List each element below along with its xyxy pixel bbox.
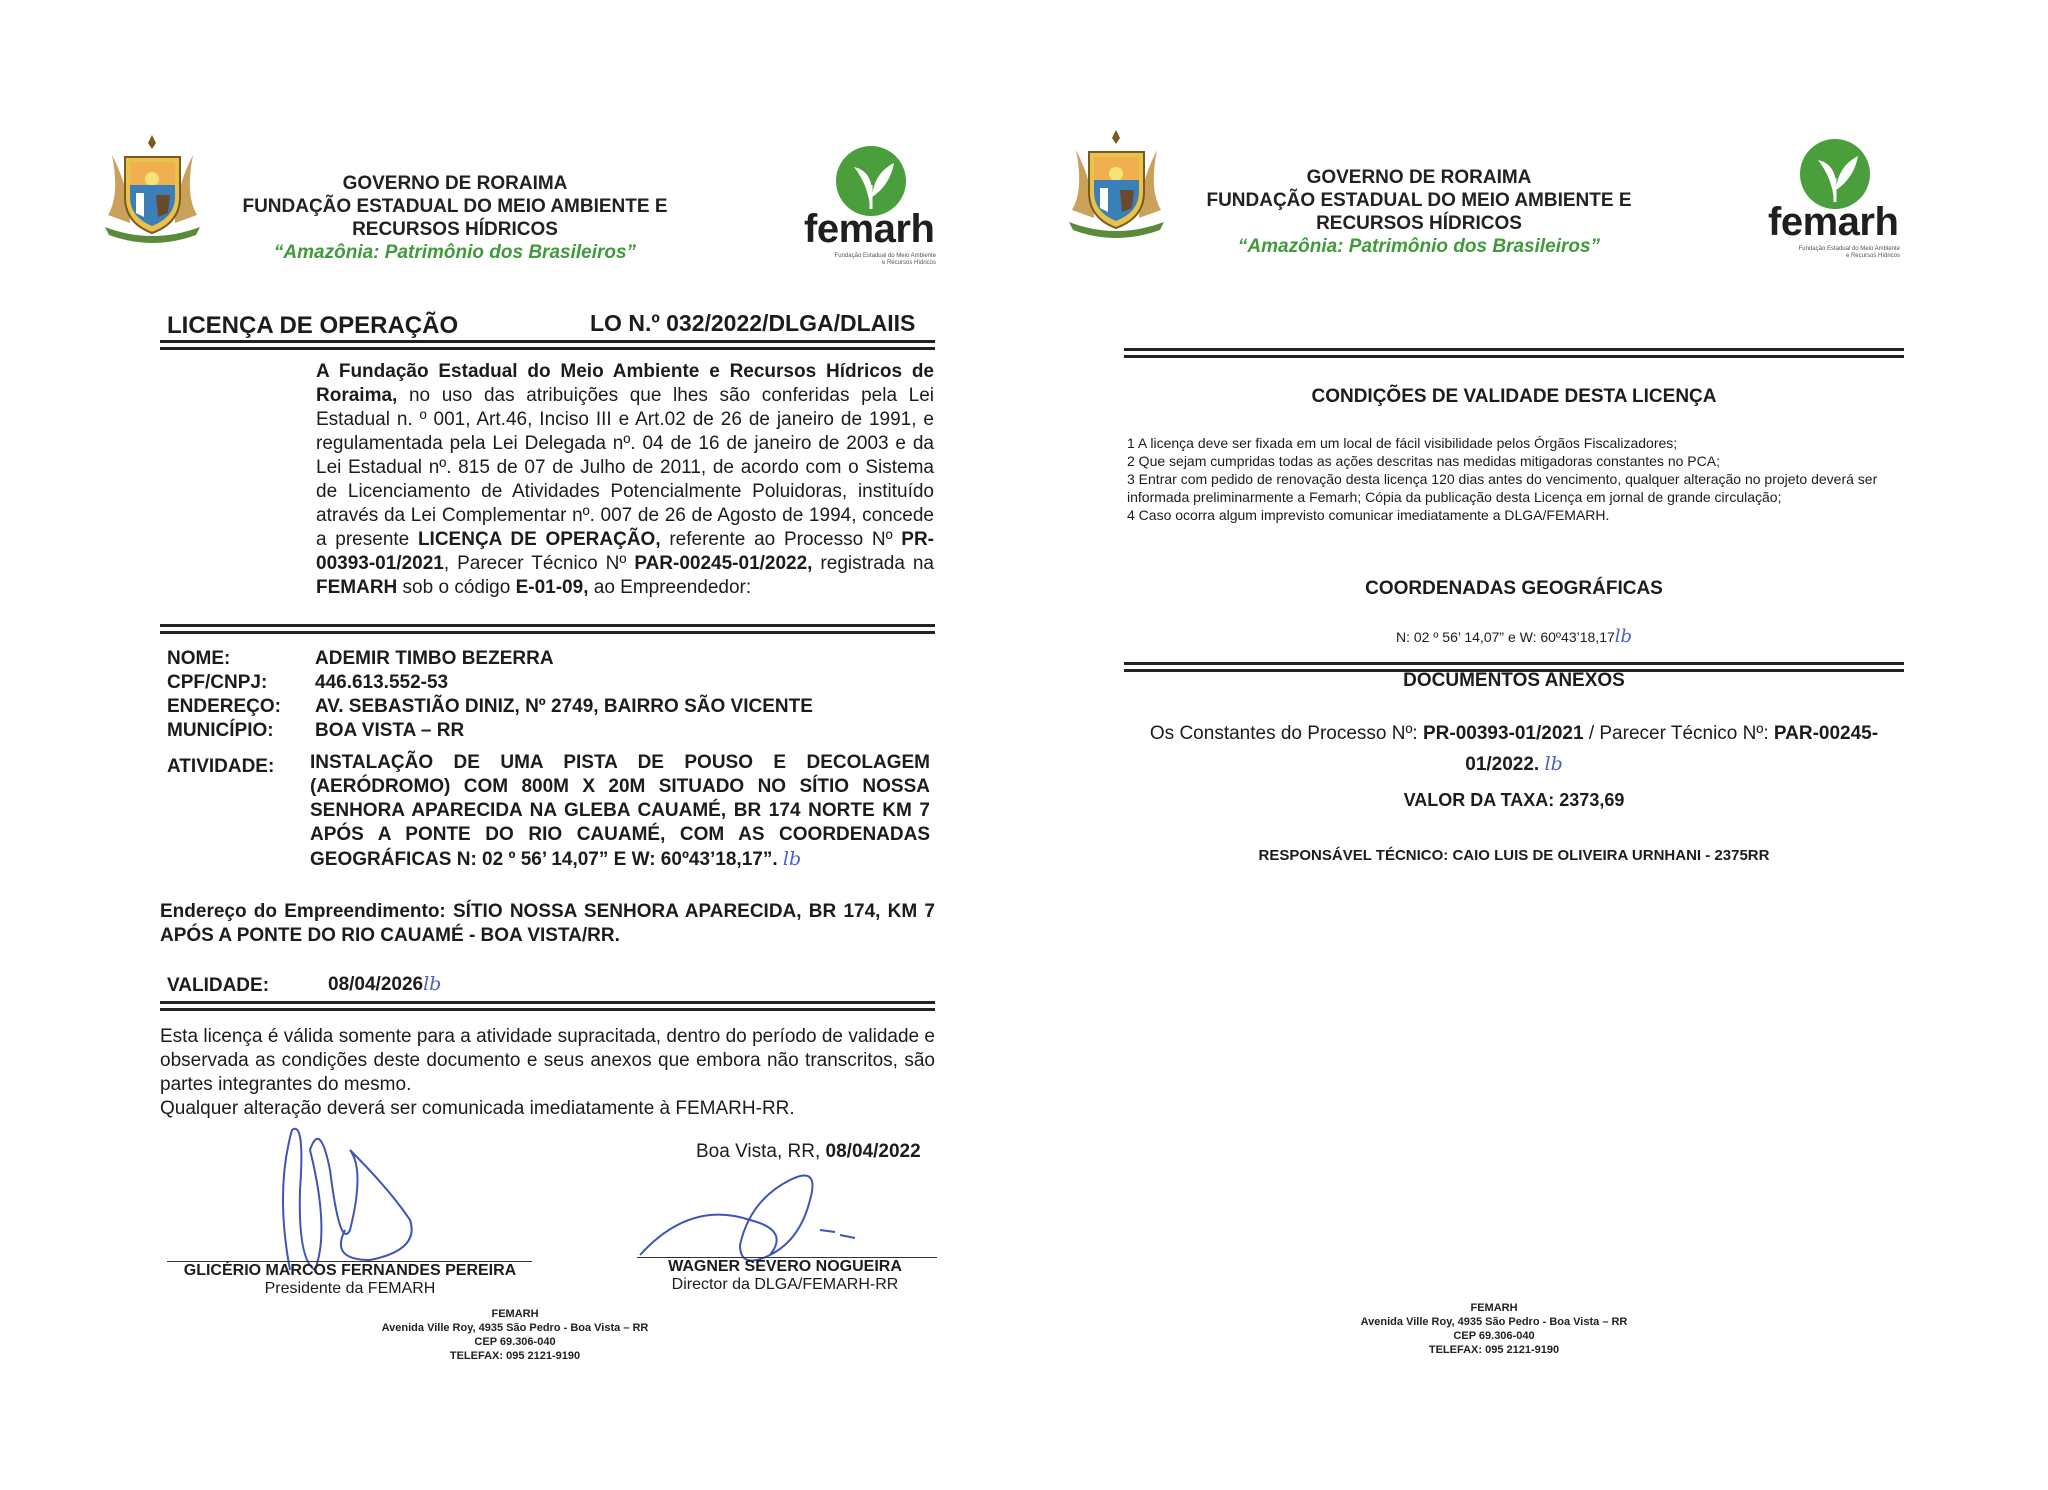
change-note: Qualquer alteração deverá ser comunicada imediatamente à FEMARH-RR.	[160, 1098, 795, 1119]
license-number: LO N.º 032/2022/DLGA/DLAIIS	[590, 310, 916, 336]
activity-value: INSTALAÇÃO DE UMA PISTA DE POUSO E DECOLAGEM (AERÓDROMO) COM 800M X 20M SITUADO NO SÍTIO NOSSA SENHORA APARECIDA NA GLEBA CAUAMÉ, BR 174 NORTE KM 7 APÓS A PONTE DO RIO CAUAMÉ, COM AS COORDENADAS GEOGRÁFICAS N: 02 º 56’ 14,07” E W: 60º43’18,17”. lb	[310, 752, 930, 870]
femarh-logo	[1764, 138, 1904, 258]
field-row: MUNICÍPIO: BOA VISTA – RR	[167, 720, 465, 741]
technical-responsible: RESPONSÁVEL TÉCNICO: CAIO LUIS DE OLIVEIRA URNHANI - 2375RR	[1258, 847, 1770, 864]
attachments-title: DOCUMENTOS ANEXOS	[1403, 670, 1625, 691]
fee: VALOR DA TAXA: 2373,69	[1403, 790, 1625, 810]
intro-rule	[160, 624, 935, 634]
signature-wagner	[630, 1160, 890, 1270]
validity-label: VALIDADE:	[167, 975, 270, 996]
attachments-text: Os Constantes do Processo Nº: PR-00393-01/2021 / Parecer Técnico Nº: PAR-00245-01/2022. lb	[1149, 723, 1879, 775]
coat-of-arms-icon	[100, 135, 205, 245]
activity-label: ATIVIDADE:	[167, 756, 275, 777]
license-title: LICENÇA DE OPERAÇÃO	[167, 312, 459, 339]
header-resources: RECURSOS HÍDRICOS	[1316, 213, 1522, 234]
coat-of-arms-icon	[1064, 130, 1169, 240]
footer: FEMARH Avenida Ville Roy, 4935 São Pedro - Boa Vista – RR CEP 69.306-040 TELEFAX: 095 2121-9190	[1360, 1302, 1628, 1356]
conditions-title: CONDIÇÕES DE VALIDADE DESTA LICENÇA	[1311, 386, 1717, 407]
field-row: CPF/CNPJ: 446.613.552-53	[167, 672, 449, 693]
header-gov: GOVERNO DE RORAIMA	[342, 173, 568, 194]
validity-rule	[160, 1001, 935, 1011]
coordinates-value: N: 02 º 56’ 14,07” e W: 60º43’18,17lb	[1395, 626, 1633, 647]
top-rule	[1124, 348, 1904, 358]
femarh-logo-text: femarh	[1768, 200, 1899, 244]
femarh-logo-sub-2: e Recursos Hídricos	[881, 260, 936, 266]
field-row: NOME: ADEMIR TIMBO BEZERRA	[167, 648, 554, 669]
conditions-list	[1127, 434, 1907, 524]
femarh-logo-sub-2: e Recursos Hídricos	[1845, 253, 1900, 259]
femarh-logo-sub-1: Fundação Estadual do Meio Ambiente	[834, 253, 936, 259]
header-motto: “Amazônia: Patrimônio dos Brasileiros”	[273, 242, 637, 263]
condition-item: 3 Entrar com pedido de renovação desta licença 120 dias antes do vencimento, qualquer alteração no projeto deverá ser informada preliminarmente a Femarh; Cópia da publicação desta Licença em jornal de grande circulação;	[1127, 471, 1878, 505]
enterprise-address: Endereço do Empreendimento: SÍTIO NOSSA SENHORA APARECIDA, BR 174, KM 7 APÓS A PONTE DO RIO CAUAMÉ - BOA VISTA/RR.	[160, 901, 935, 946]
field-row: ENDEREÇO: AV. SEBASTIÃO DINIZ, Nº 2749, BAIRRO SÃO VICENTE	[167, 696, 813, 717]
condition-item: 4 Caso ocorra algum imprevisto comunicar imediatamente a DLGA/FEMARH.	[1127, 507, 1610, 523]
holder-fields	[167, 648, 947, 744]
header-foundation: FUNDAÇÃO ESTADUAL DO MEIO AMBIENTE E	[1206, 190, 1632, 211]
intro-paragraph: A Fundação Estadual do Meio Ambiente e Recursos Hídricos de Roraima, no uso das atribuições que lhes são conferidas pela Lei Estadual n. º 001, Art.46, Inciso III e Art.02 de 26 de janeiro de 1991, e regulamentada pela Lei Delegada nº. 04 de 16 de janeiro de 2003 e da Lei Estadual nº. 815 de 07 de Julho de 2011, de acordo com o Sistema de Licenciamento de Atividades Potencialmente Poluidoras, instituído através da Lei Complementar nº. 007 de 26 de Agosto de 1994, concede a presente LICENÇA DE OPERAÇÃO, referente ao Processo Nº PR-00393-01/2021, Parecer Técnico Nº PAR-00245-01/2022, registrada na FEMARH sob o código E-01-09, ao Empreendedor:	[316, 361, 934, 598]
femarh-logo-sub-1: Fundação Estadual do Meio Ambiente	[1798, 246, 1900, 252]
header-resources: RECURSOS HÍDRICOS	[352, 219, 558, 240]
initials-mark: lb	[782, 848, 802, 870]
place-date: Boa Vista, RR, 08/04/2022	[696, 1141, 921, 1162]
coordinates-title: COORDENADAS GEOGRÁFICAS	[1365, 578, 1663, 599]
condition-item: 2 Que sejam cumpridas todas as ações descritas nas medidas mitigadoras constantes no PCA;	[1127, 453, 1720, 469]
header-motto: “Amazônia: Patrimônio dos Brasileiros”	[1237, 236, 1601, 257]
femarh-logo	[800, 145, 940, 265]
signature-glicerio	[270, 1110, 430, 1280]
conditions-page	[1024, 0, 2048, 1490]
validity-note: Esta licença é válida somente para a atividade supracitada, dentro do período de validade e observada as condições deste documento e seus anexos que embora não transcritos, são partes integrantes do mesmo.	[160, 1026, 935, 1095]
header-foundation: FUNDAÇÃO ESTADUAL DO MEIO AMBIENTE E	[242, 196, 668, 217]
signatory-right: WAGNER SEVERO NOGUEIRA Director da DLGA/FEMARH-RR	[668, 1258, 902, 1293]
footer: FEMARH Avenida Ville Roy, 4935 São Pedro - Boa Vista – RR CEP 69.306-040 TELEFAX: 095 2121-9190	[381, 1308, 649, 1362]
header-gov: GOVERNO DE RORAIMA	[1306, 167, 1532, 188]
validity-value: 08/04/2026lb	[328, 973, 442, 995]
condition-item: 1 A licença deve ser fixada em um local de fácil visibilidade pelos Órgãos Fiscalizadores;	[1127, 435, 1678, 451]
title-rule	[160, 340, 935, 350]
femarh-logo-text: femarh	[804, 207, 935, 251]
signatory-left: GLICÉRIO MARCOS FERNANDES PEREIRA Presidente da FEMARH	[183, 1262, 517, 1297]
